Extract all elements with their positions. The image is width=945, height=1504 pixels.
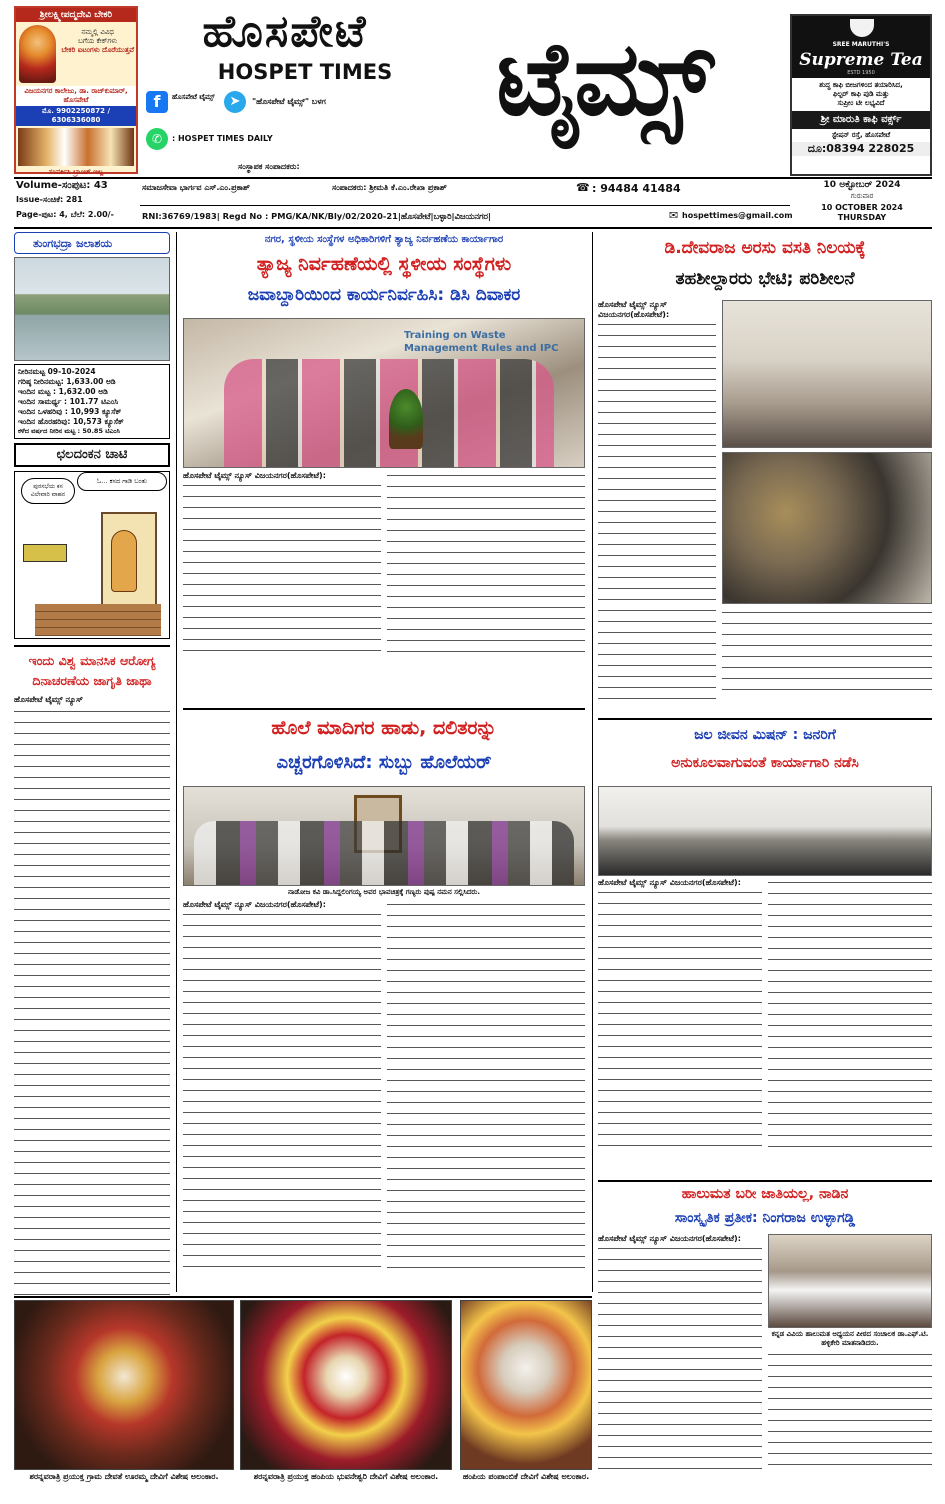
right-story-headline-line: ತಹಶೀಲ್ದಾರರು ಭೇಟಿ; ಪರಿಶೀಲನೆ [675,269,855,289]
facebook-handle[interactable]: ಹೊಸಪೇಟೆ ಟೈಮ್ಸ್ [172,93,215,101]
tea-shop-address: ಸ್ಟೇಷನ್ ರಸ್ತೆ, ಹೊಸಪೇಟೆ [831,131,891,139]
email-address[interactable]: hospettimes@gmail.com [682,211,793,220]
tea-ad-line: ಸುಪ್ರೀಂ ಟೀ ಲಭ್ಯವಿದೆ [837,99,885,107]
left-story-headline-line: ಇಂದು ವಿಶ್ವ ಮಾನಸಿಕ ಆರೋಗ್ಯ [28,653,156,668]
left-story-headline-line: ದಿನಾಚರಣೆಯ ಜಾಗೃತಿ ಜಾಥಾ [32,673,152,688]
tea-ad [790,14,932,176]
cartoon-bubble: ಪುರಸಭೆಯ ಕಸ ವಿಲೇವಾರಿ ವಾಹನ [21,478,75,504]
jal-story-byline: ಹೊಸಪೇಟೆ ಟೈಮ್ಸ್ ನ್ಯೂಸ್ ವಿಜಯನಗರ(ಹೊಸಪೇಟೆ): [598,878,741,887]
dam-stat-row: ಇಂದಿನ ಒಳಹರಿವು : 10,993 ಕ್ಯೂಸೆಕ್ [18,407,122,416]
bottom-photo [240,1300,452,1482]
dam-stat-row: ಇಂದಿನ ಸಾಮರ್ಥ್ಯ : 101.77 ಟಿಎಂಸಿ [18,397,119,406]
second-story-headline-line: ಹೊಲೆ ಮಾದಿಗರ ಹಾಡು, ದಲಿತರನ್ನು [271,717,497,739]
bakery-ad-address: ವಿಜಯನಗರ ಕಾಲೇಜು, ಡಾ. ರಾಜ್‌ಕುಮಾರ್, ಹೊಸಪೇಟೆ [16,86,136,106]
top-story-body [387,471,585,657]
day-kannada: ಗುರುವಾರ [850,192,874,200]
dam-heading-text: ತುಂಗಭದ್ರಾ ಜಲಾಶಯ [33,237,113,250]
hostel-photo-food [722,452,932,604]
top-story-photo-banner: Training on Waste Management Rules and IPC [404,330,559,354]
tea-ad-line: ಶುದ್ಧ ಕಾಫಿ ಬೀಜಗಳಿಂದ ತಯಾರಿಸಿದ, [819,81,903,89]
bakery-ad-line: ಬೇಕರಿ ಐಟಂಗಳು ದೊರೆಯುತ್ತವೆ [61,46,134,54]
jal-story [598,718,932,1150]
jal-story-body [598,888,762,1150]
right-story-body [722,608,932,692]
right-story-byline: ಹೊಸಪೇಟೆ ಟೈಮ್ಸ್ ನ್ಯೂಸ್ ವಿಜಯನಗರ(ಹೊಸಪೇಟೆ): [598,300,670,319]
right-story [598,232,932,706]
whatsapp-icon[interactable]: ✆ [146,128,168,150]
whatsapp-handle[interactable]: : HOSPET TIMES DAILY [172,134,273,143]
phone-number: : 94484 41484 [592,182,681,195]
issue-label: Issue-ಸಂಚಿಕೆ: 281 [16,195,83,204]
goddess-photo [240,1300,452,1470]
tea-estd: ESTD 1950 [847,70,875,76]
dam-stat-row: ಗರಿಷ್ಠ ನೀರಿನಮಟ್ಟ: 1,633.00 ಅಡಿ [18,377,116,386]
second-story-caption: ನಾಡೋಜ ಕವಿ ಡಾ.ಸಿದ್ದಲಿಂಗಯ್ಯ ಅವರ ಭಾವಚಿತ್ರಕ್ಕೆ ಗಣ್ಯರು ಪುಷ್ಪ ನಮನ ಸಲ್ಲಿಸಿದರು. [287,888,480,896]
halumata-photo [768,1234,932,1328]
bottom-photo-caption: ಶರನ್ನವರಾತ್ರಿ ಪ್ರಯುಕ್ತ ಹಂಪಿಯ ಭುವನೇಶ್ವರಿ ದೇವಿಗೆ ವಿಶೇಷ ಅಲಂಕಾರ. [253,1472,439,1481]
masthead-logo-word: ಟೈಮ್ಸ್ [496,20,710,139]
right-story-headline-line: ಡಿ.ದೇವರಾಜ ಅರಸು ವಸತಿ ನಿಲಯಕ್ಕೆ [664,238,866,258]
tea-shop-phone: ದೂ:08394 228025 [792,142,930,156]
cartoon-heading: ಛಲದಂಕನ ಚಾಟಿ [14,443,170,467]
date-kannada: 10 ಅಕ್ಟೋಬರ್ 2024 [823,180,901,190]
goddess-photo [14,1300,234,1470]
cartoon-panel [14,471,170,639]
plant-pot [389,389,423,449]
telegram-icon[interactable]: ➤ [224,91,246,113]
goddess-image [19,25,56,83]
halumata-story [598,1180,932,1478]
dam-stats [14,364,170,439]
cartoon-person [111,530,137,592]
halumata-story-body [768,1350,932,1468]
bakery-ad-footer: ಸಂಪರ್ಕಿಸಿ ಬ್ರಾಂಚ್ ಇಲ್ಲ [48,168,104,176]
bakery-ad-title: ಶ್ರೀಲಕ್ಷ್ಮೀಪದ್ಮದೇವಿ ಬೇಕರಿ [16,8,136,22]
top-story-photo [183,318,585,468]
masthead-kannada-title: ಹೊಸಪೇಟೆ [202,6,368,57]
column-divider [592,232,593,1292]
masthead-english-title: HOSPET TIMES [217,60,393,84]
volume-label: Volume-ಸಂಪುಟ: 43 [16,180,108,191]
right-story-body [598,320,716,706]
hostel-photo-top [722,300,932,448]
second-story [183,708,585,1274]
bottom-photo [14,1300,234,1482]
left-story-byline: ಹೊಸಪೇಟೆ ಟೈಮ್ಸ್ ನ್ಯೂಸ್ [14,695,83,704]
halumata-story-headline-line: ಸಾಂಸ್ಕೃತಿಕ ಪ್ರತೀಕ: ನಿಂಗರಾಜ ಉಳ್ಳಾಗಡ್ಡಿ [674,1210,856,1226]
facebook-icon[interactable]: f [146,91,168,113]
second-story-body [387,900,585,1274]
registration-line: RNI:36769/1983| Regd No : PMG/KA/NK/Bly/02/2020-21|ಹೊಸಪೇಟೆ|ಬಳ್ಳಾರಿ|ವಿಜಯನಗರ| [142,211,491,221]
halumata-caption: ಕನ್ನಡ ವಿವಿಯ ಹಾಲುಮತ ಅಧ್ಯಯನ ಪೀಠದ ಸಂಚಾಲಕ ಡಾ.ಎಫ್.ಟಿ. ಹಳ್ಳಿಕೇರಿ ಮಾತನಾಡಿದರು. [771,1330,929,1347]
cartoon-truck [23,544,67,562]
dam-stat-row: ಇಂದಿನ ಹೊರಹರಿವು: 10,573 ಕ್ಯೂಸೆಕ್ [18,417,124,426]
dam-heading [14,232,170,254]
halumata-story-headline-line: ಹಾಲುಮತ ಬರೀ ಜಾತಿಯಲ್ಲ, ನಾಡಿನ [681,1186,849,1202]
left-story-body [14,707,170,1395]
tea-brand: Supreme Tea [799,50,923,70]
column-divider [176,232,177,1292]
bakery-ad-line: ನಮ್ಮಲ್ಲಿ ವಿವಿಧ [81,28,114,36]
tea-brand-small: SREE MARUTHI'S [832,41,890,48]
jal-story-body [768,878,932,1150]
dam-stat-row: ನೀರಿನಮಟ್ಟ 09-10-2024 [18,367,96,376]
cakes-image [18,128,134,166]
tea-shop-name: ಶ್ರೀ ಮಾರುತಿ ಕಾಫಿ ವರ್ಕ್ಸ್ [792,111,930,129]
jal-story-headline-line: ಅನುಕೂಲವಾಗುವಂತೆ ಕಾರ್ಯಾಗಾರಿ ನಡೆಸಿ [671,755,859,771]
tea-ad-line: ಫಿಲ್ಟರ್ ಕಾಫಿ ಪುಡಿ ಮತ್ತು [832,90,890,98]
top-story-body [183,481,381,657]
bottom-photo-caption: ಹಂಪಿಯ ಪಂಪಾಂಬಿಕೆ ದೇವಿಗೆ ವಿಶೇಷ ಅಲಂಕಾರ. [462,1472,590,1481]
email-icon: ✉ [669,209,679,222]
people-group [194,821,574,885]
second-story-body [183,910,381,1274]
telegram-handle[interactable]: "ಹೊಸಪೇಟೆ ಟೈಮ್ಸ್" ಬಳಗ [252,97,326,106]
bakery-ad-phone: ಮೊ. 9902250872 / 6306336080 [16,106,136,126]
halumata-story-body [598,1244,762,1478]
bottom-photo [460,1300,592,1482]
jal-story-headline-line: ಜಲ ಜೀವನ ಮಿಷನ್ : ಜನರಿಗೆ [694,727,836,743]
phone-icon: ☎ [576,181,590,194]
dam-stat-row: ಕಳೆದ ವರ್ಷದ ನೀರಿನ ಮಟ್ಟ : 50.85 ಟಿಎಂಸಿ [18,427,120,435]
bakery-ad [14,6,138,174]
editor-name: ಸಂಪಾದಕರು: ಶ್ರೀಮತಿ ಕೆ.ಎಂ.ರೇಖಾ ಪ್ರಕಾಶ್ [332,183,447,192]
bakery-ad-line: ಬಗೆಯ ಕೇಕ್‌ಗಳು [78,37,118,45]
jal-story-photo [598,786,932,876]
halumata-story-byline: ಹೊಸಪೇಟೆ ಟೈಮ್ಸ್ ನ್ಯೂಸ್ ವಿಜಯನಗರ(ಹೊಸಪೇಟೆ): [598,1234,741,1243]
top-story-kicker: ನಗರ, ಸ್ಥಳೀಯ ಸಂಸ್ಥೆಗಳ ಅಧಿಕಾರಿಗಳಿಗೆ ತ್ಯಾಜ್ಯ ನಿರ್ವಹಣೆಯ ಕಾರ್ಯಾಗಾರ [264,234,504,245]
dam-stat-row: ಇಂದಿನ ಮಟ್ಟ : 1,632.00 ಅಡಿ [18,387,108,396]
second-story-headline-line: ಎಚ್ಚರಗೊಳಿಸಿದೆ: ಸುಬ್ಬು ಹೊಲೆಯರ್ [276,752,492,773]
infobar-mid-rule [140,205,790,206]
bottom-photos-rule [14,1296,592,1298]
infobar-top-rule [14,177,932,179]
date-english: 10 OCTOBER 2024 [821,203,903,212]
second-story-photo [183,786,585,886]
goddess-photo [460,1300,592,1470]
dam-photo [14,257,170,361]
top-story-byline: ಹೊಸಪೇಟೆ ಟೈಮ್ಸ್ ನ್ಯೂಸ್ ವಿಜಯನಗರ(ಹೊಸಪೇಟೆ): [183,471,326,480]
tea-cup-icon [850,19,874,37]
cartoon-stairs [35,604,161,636]
left-story-headline [14,645,170,691]
top-story-headline-line: ಜವಾಬ್ದಾರಿಯಿಂದ ಕಾರ್ಯನಿರ್ವಹಿಸಿ: ಡಿಸಿ ದಿವಾಕರ [247,285,521,305]
day-english: THURSDAY [837,213,887,222]
top-story [183,232,585,657]
top-story-headline-line: ತ್ಯಾಜ್ಯ ನಿರ್ವಹಣೆಯಲ್ಲಿ ಸ್ಥಳೀಯ ಸಂಸ್ಥೆಗಳು [256,253,512,275]
cartoon-bubble: ಓ... ಕಸದ ಗಾಡಿ ಬಂತು [77,472,167,491]
founder-name: ಸಮಾಜಸೇವಾ ಭಾರ್ಗವ ಎಸ್.ಎಂ.ಪ್ರಕಾಶ್ [142,183,250,192]
infobar-bottom-rule [14,227,932,229]
second-story-byline: ಹೊಸಪೇಟೆ ಟೈಮ್ಸ್ ನ್ಯೂಸ್ ವಿಜಯನಗರ(ಹೊಸಪೇಟೆ): [183,900,326,909]
bottom-photo-caption: ಶರನ್ನವರಾತ್ರಿ ಪ್ರಯುಕ್ತ ಗ್ರಾಮ ದೇವತೆ ಊರಮ್ಮ ದೇವಿಗೆ ವಿಶೇಷ ಅಲಂಕಾರ. [29,1472,219,1481]
founder-label: ಸಂಸ್ಥಾಪಕ ಸಂಪಾದಕರು: [238,162,300,171]
pages-label: Page-ಪುಟ: 4, ಬೆಲೆ: 2.00/- [16,210,114,219]
